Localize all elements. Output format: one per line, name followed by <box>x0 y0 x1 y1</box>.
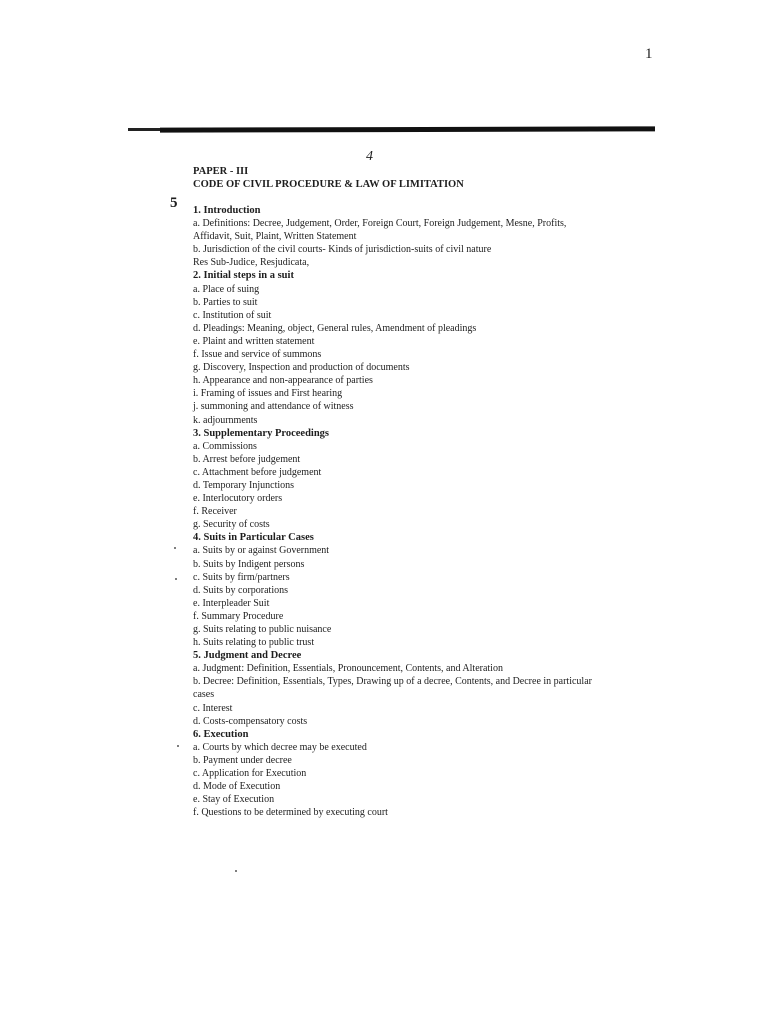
list-item: a. Suits by or against Government <box>193 545 330 557</box>
section-heading: 3. Supplementary Proceedings <box>193 427 330 439</box>
list-item: b. Suits by Indigent persons <box>193 558 305 570</box>
list-item: f. Receiver <box>193 506 237 518</box>
list-item: a. Courts by which decree may be executed <box>193 741 367 753</box>
list-item: c. Institution of suit <box>193 309 272 321</box>
section-heading: 4. Suits in Particular Cases <box>193 532 314 544</box>
section-suits-particular-cases <box>193 531 593 649</box>
list-item: b. Arrest before judgement <box>193 453 301 465</box>
list-item: c. Application for Execution <box>193 768 307 780</box>
list-item: b. Payment under decree <box>193 754 292 766</box>
list-item: e. Plaint and written statement <box>193 335 315 347</box>
page-number: 1 <box>645 46 653 62</box>
paper-title: PAPER - III <box>193 166 249 177</box>
section-heading: 5. Judgment and Decree <box>193 650 302 662</box>
header-rule <box>160 126 655 132</box>
list-item: e. Interpleader Suit <box>193 597 270 609</box>
list-item: f. Questions to be determined by executing court <box>193 807 388 819</box>
list-item: g. Discovery, Inspection and production of documents <box>193 362 410 374</box>
list-item: c. Interest <box>193 702 233 714</box>
list-item: j. summoning and attendance of witness <box>193 401 354 413</box>
list-item: d. Pleadings: Meaning, object, General rules, Amendment of pleadings <box>193 322 477 334</box>
list-item: c. Suits by firm/partners <box>193 571 290 583</box>
list-item: d. Mode of Execution <box>193 781 281 793</box>
scan-speck <box>175 578 177 580</box>
list-item: a. Judgment: Definition, Essentials, Pronouncement, Contents, and Alteration <box>193 663 503 675</box>
list-item: g. Suits relating to public nuisance <box>193 624 332 635</box>
list-item: g. Security of costs <box>193 519 270 531</box>
list-item: a. Place of suing <box>193 283 260 295</box>
list-item: b. Parties to suit <box>193 296 258 308</box>
list-item: d. Suits by corporations <box>193 584 288 596</box>
list-item: f. Summary Procedure <box>193 610 284 622</box>
list-item: b. Jurisdiction of the civil courts- Kinds of jurisdiction-suits of civil nature <box>193 244 492 256</box>
list-item: k. adjournments <box>193 414 258 426</box>
page-marker: 4 <box>366 149 373 164</box>
section-heading: 1. Introduction <box>193 205 261 216</box>
list-item: e. Interlocutory orders <box>193 493 283 505</box>
section-judgment-decree <box>193 649 593 728</box>
margin-mark: 5 <box>170 195 178 211</box>
list-item: i. Framing of issues and First hearing <box>193 388 343 400</box>
section-execution <box>193 728 593 820</box>
list-item: Res Sub-Judice, Resjudicata, <box>193 257 310 269</box>
scan-speck <box>174 547 176 549</box>
section-heading: 2. Initial steps in a suit <box>193 270 294 282</box>
list-item: b. Decree: Definition, Essentials, Types, Drawing up of a decree, Contents, and Decree in particular cases <box>193 676 592 701</box>
list-item: e. Stay of Execution <box>193 794 275 806</box>
list-item: d. Costs-compensatory costs <box>193 715 308 727</box>
list-item: h. Appearance and non-appearance of parties <box>193 375 373 387</box>
section-heading: 6. Execution <box>193 728 249 740</box>
syllabus-content <box>193 204 593 819</box>
section-initial-steps <box>193 269 593 426</box>
section-supplementary-proceedings <box>193 427 593 532</box>
list-item: c. Attachment before judgement <box>193 466 322 478</box>
list-item: f. Issue and service of summons <box>193 349 322 361</box>
list-item: h. Suits relating to public trust <box>193 637 315 649</box>
scan-speck <box>235 870 237 872</box>
list-item: a. Definitions: Decree, Judgement, Order, Foreign Court, Foreign Judgement, Mesne, Profits, Affidavit, Suit, Plaint, Written Statement <box>193 218 567 243</box>
scan-speck <box>177 745 179 747</box>
header-rule-stub <box>128 128 162 131</box>
paper-subtitle: CODE OF CIVIL PROCEDURE & LAW OF LIMITATION <box>193 179 464 190</box>
section-introduction <box>193 204 593 269</box>
list-item: a. Commissions <box>193 440 257 452</box>
list-item: d. Temporary Injunctions <box>193 479 295 491</box>
